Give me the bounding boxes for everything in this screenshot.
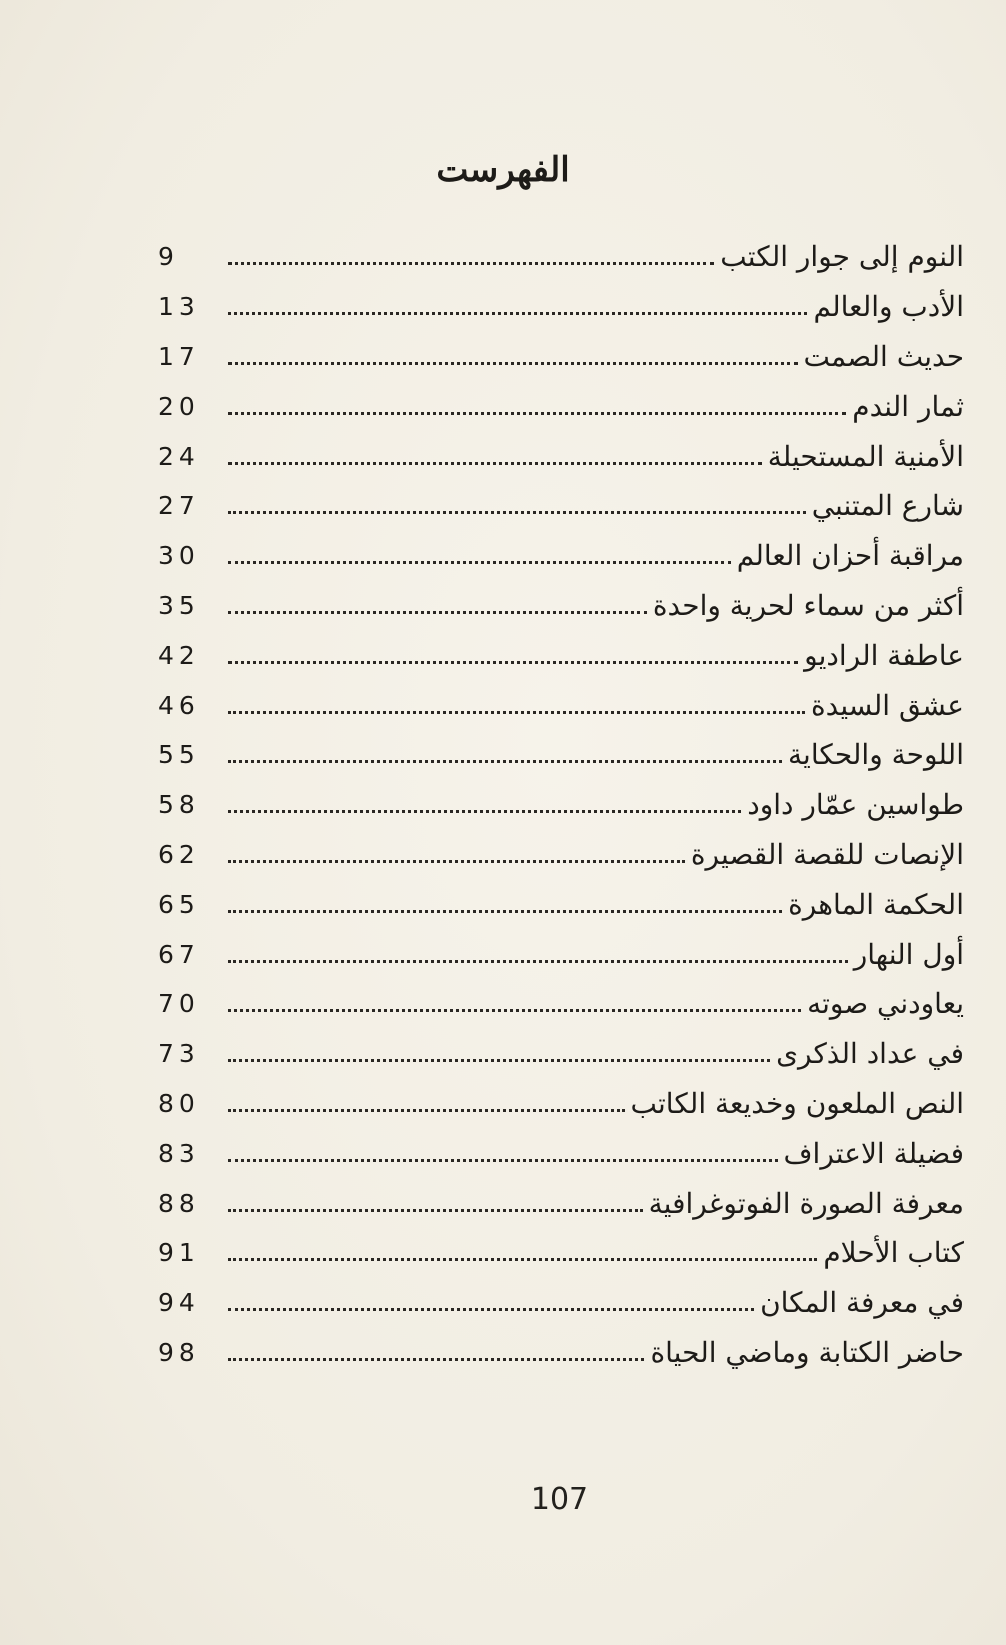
toc-entry-title: شارع المتنبي [811, 489, 964, 523]
toc-page-number: 73 [158, 1039, 200, 1069]
toc-leader-dots [228, 685, 805, 714]
toc-page-number: 88 [158, 1188, 200, 1218]
toc-entry-title: أكثر من سماء لحرية واحدة [652, 588, 964, 622]
toc-page-number: 58 [158, 790, 200, 820]
toc-row [158, 680, 964, 730]
toc-page-number: 35 [158, 590, 200, 620]
toc-entry-title: الإنصات للقصة القصيرة [690, 837, 964, 871]
toc-leader-dots [228, 834, 685, 863]
toc-page-number: 94 [158, 1288, 200, 1318]
toc-leader-dots [228, 585, 647, 614]
toc-row [158, 929, 964, 979]
toc-row [158, 481, 964, 531]
toc-leader-dots [228, 1133, 778, 1162]
toc-page-number: 20 [158, 391, 200, 421]
toc-page-number: 30 [158, 541, 200, 571]
toc-leader-dots [228, 535, 731, 564]
toc-row [158, 1079, 964, 1129]
toc-row [158, 531, 964, 581]
toc-entry-title: في عداد الذكرى [776, 1037, 964, 1071]
toc-title: الفهرست [436, 150, 570, 190]
toc-leader-dots [228, 336, 798, 365]
toc-row [158, 1178, 964, 1228]
toc-page-number: 55 [158, 740, 200, 770]
toc-row [158, 830, 964, 880]
toc-page-number: 98 [158, 1337, 200, 1367]
toc-leader-dots [228, 884, 782, 913]
toc-entry-title: يعاودني صوته [807, 987, 964, 1021]
toc-entry-title: طواسين عمّار داود [747, 788, 964, 822]
toc-page-number: 83 [158, 1138, 200, 1168]
toc-entry-title: معرفة الصورة الفوتوغرافية [648, 1186, 964, 1220]
toc-leader-dots [228, 1232, 817, 1261]
toc-page-number: 13 [158, 292, 200, 322]
toc-page-number: 65 [158, 889, 200, 919]
toc-leader-dots [228, 734, 782, 763]
toc-leader-dots [228, 1282, 754, 1311]
toc-leader-dots [228, 236, 714, 265]
toc-row [158, 381, 964, 431]
toc-entry-title: النوم إلى جوار الكتب [720, 240, 964, 274]
toc-row [158, 979, 964, 1029]
toc-page-number: 24 [158, 441, 200, 471]
toc-page-number: 27 [158, 491, 200, 521]
toc-row [158, 332, 964, 382]
toc-entry-title: فضيلة الاعتراف [783, 1136, 964, 1170]
toc-row [158, 780, 964, 830]
table-of-contents [158, 232, 964, 1377]
toc-page-number: 62 [158, 839, 200, 869]
toc-entry-title: عاطفة الراديو [804, 638, 964, 672]
toc-leader-dots [228, 1183, 643, 1212]
toc-page-number: 91 [158, 1238, 200, 1268]
toc-row [158, 1228, 964, 1278]
toc-row [158, 581, 964, 631]
toc-leader-dots [228, 436, 762, 465]
toc-entry-title: كتاب الأحلام [823, 1236, 964, 1270]
toc-leader-dots [228, 784, 741, 813]
toc-row [158, 879, 964, 929]
page-number: 107 [530, 1482, 589, 1517]
toc-entry-title: عشق السيدة [810, 688, 964, 722]
toc-row [158, 1128, 964, 1178]
toc-leader-dots [228, 286, 807, 315]
toc-entry-title: في معرفة المكان [760, 1286, 964, 1320]
toc-row [158, 232, 964, 282]
toc-row [158, 1278, 964, 1328]
toc-leader-dots [228, 1332, 644, 1361]
toc-leader-dots [228, 1033, 770, 1062]
toc-entry-title: الأمنية المستحيلة [767, 439, 964, 473]
toc-row [158, 1328, 964, 1378]
toc-entry-title: اللوحة والحكاية [788, 738, 964, 772]
toc-row [158, 431, 964, 481]
toc-row [158, 282, 964, 332]
toc-entry-title: ثمار الندم [852, 389, 964, 423]
toc-page-number: 42 [158, 640, 200, 670]
toc-entry-title: الحكمة الماهرة [788, 887, 964, 921]
toc-row [158, 730, 964, 780]
toc-leader-dots [228, 485, 806, 514]
toc-page-number: 46 [158, 690, 200, 720]
toc-leader-dots [228, 386, 846, 415]
toc-entry-title: حديث الصمت [803, 339, 964, 373]
toc-entry-title: حاضر الكتابة وماضي الحياة [650, 1335, 964, 1369]
toc-row [158, 630, 964, 680]
toc-page-number: 9 [158, 242, 179, 272]
toc-row [158, 1029, 964, 1079]
toc-leader-dots [228, 635, 798, 664]
toc-entry-title: الأدب والعالم [813, 290, 964, 324]
toc-leader-dots [228, 1083, 625, 1112]
toc-page-number: 67 [158, 939, 200, 969]
toc-page-number: 17 [158, 341, 200, 371]
toc-leader-dots [228, 983, 801, 1012]
toc-page-number: 80 [158, 1088, 200, 1118]
toc-entry-title: أول النهار [853, 937, 964, 971]
toc-leader-dots [228, 934, 848, 963]
toc-entry-title: مراقبة أحزان العالم [736, 539, 964, 573]
toc-page-number: 70 [158, 989, 200, 1019]
toc-entry-title: النص الملعون وخديعة الكاتب [630, 1086, 964, 1120]
